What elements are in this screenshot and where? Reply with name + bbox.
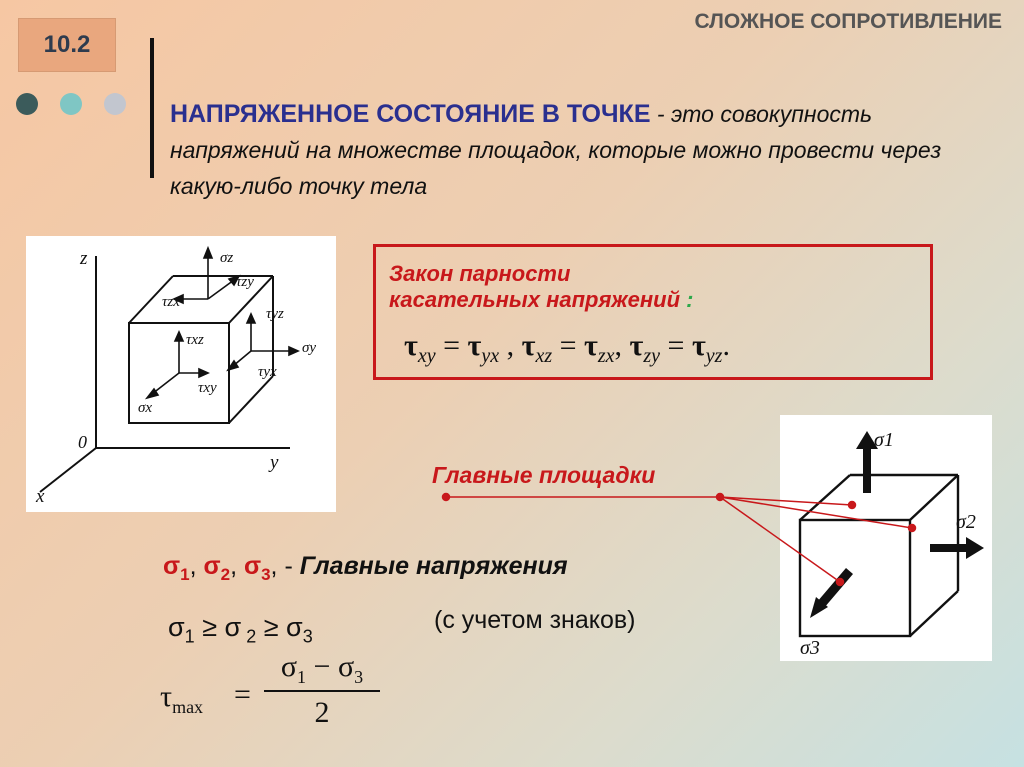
sigma-symbol: σ: [243, 552, 262, 580]
definition-term: НАПРЯЖЕННОЕ СОСТОЯНИЕ В ТОЧКЕ: [170, 100, 651, 128]
ge-sign: ≥: [194, 612, 225, 642]
sigma-symbol: σ: [337, 650, 355, 683]
decor-dot-grey: [104, 93, 126, 115]
tau-zy-label: τzy: [236, 274, 254, 290]
sigma-symbol: σ: [280, 650, 298, 683]
title-divider: [150, 38, 154, 178]
slide-number-badge: 10.2: [18, 18, 116, 72]
shear-pairing-law-box: [373, 244, 933, 380]
origin-label: 0: [78, 432, 87, 452]
principal-planes-label: Главные площадки: [432, 462, 656, 488]
formula-lhs: [160, 680, 203, 718]
law-tau: τ: [467, 329, 482, 362]
law-sep: ,: [614, 329, 630, 362]
sigma-symbol: σ: [168, 612, 185, 642]
law-sub: yx: [481, 345, 500, 367]
sigma-z-label: σz: [220, 250, 234, 266]
fraction-bar: [264, 690, 380, 692]
law-tau: τ: [629, 329, 644, 362]
stress-ordering: [168, 612, 313, 647]
law-sep: ,: [499, 329, 522, 362]
law-title-line1: Закон парности: [389, 261, 571, 286]
principal-sigma1-label: σ1: [874, 429, 894, 451]
tau-zx-label: τzx: [162, 294, 180, 310]
axis-x-label: x: [36, 486, 45, 507]
principal-sigma3-label: σ3: [800, 637, 820, 659]
sigma-symbol: σ: [163, 552, 181, 580]
decor-dot-dark: [16, 93, 38, 115]
law-eq-sign: =: [660, 329, 692, 362]
separator: , -: [270, 552, 300, 580]
law-sub: yz: [705, 345, 723, 367]
definition-rest: - это совокупность напряжений на множестве площадок, которые можно провести через какую-либо точку тела: [170, 101, 942, 199]
principal-stresses-line: [163, 552, 568, 585]
law-end: .: [722, 329, 730, 362]
law-tau: τ: [521, 329, 536, 362]
sigma-sub: 1: [184, 626, 195, 647]
minus-sign: −: [306, 650, 338, 683]
tau-symbol: τ: [160, 680, 173, 713]
sigma-sub: 1: [180, 565, 190, 584]
separator: ,: [230, 552, 244, 580]
sigma-sub: 3: [261, 565, 271, 584]
sign-note: (с учетом знаков): [434, 606, 636, 634]
sigma-symbol: σ: [203, 552, 221, 580]
law-title-line2: касательных напряжений: [389, 287, 681, 312]
law-colon: :: [680, 287, 694, 312]
law-eq-sign: =: [435, 329, 468, 362]
sigma-sub: 3: [354, 667, 364, 687]
decor-dot-teal: [60, 93, 82, 115]
sigma-symbol: σ: [224, 612, 242, 642]
separator: ,: [189, 552, 204, 580]
axis-z-label: z: [80, 248, 88, 269]
sigma-x-label: σx: [138, 400, 153, 416]
law-title: [389, 261, 693, 313]
law-equation: [404, 329, 730, 368]
tau-yx-label: τyx: [258, 364, 277, 380]
principal-stresses-description: Главные напряжения: [299, 552, 568, 580]
law-eq-sign: =: [552, 329, 585, 362]
law-tau: τ: [404, 329, 418, 362]
section-title: СЛОЖНОЕ СОПРОТИВЛЕНИЕ: [694, 10, 1002, 33]
law-sub: zy: [643, 345, 661, 367]
tau-yz-label: τyz: [266, 306, 284, 322]
sigma-sub: 1: [297, 667, 307, 687]
formula-eq: =: [234, 678, 251, 711]
sigma-sub: 3: [302, 626, 313, 647]
tau-sub: max: [172, 697, 204, 717]
principal-sigma2-label: σ2: [956, 511, 976, 533]
sigma-symbol: σ: [286, 612, 303, 642]
law-tau: τ: [584, 329, 598, 362]
law-sub: zx: [597, 345, 615, 367]
tau-xz-label: τxz: [186, 332, 204, 348]
sigma-sub: 2: [241, 626, 257, 647]
sigma-sub: 2: [220, 565, 231, 584]
definition-text: [170, 96, 990, 204]
sigma-y-label: σy: [302, 340, 317, 356]
law-sub: xy: [417, 345, 436, 367]
axis-y-label: y: [270, 452, 279, 473]
formula-denominator: 2: [314, 696, 330, 729]
formula-numerator: [264, 650, 380, 688]
tau-xy-label: τxy: [198, 380, 217, 396]
law-tau: τ: [691, 329, 706, 362]
law-sub: xz: [535, 345, 553, 367]
ge-sign: ≥: [256, 612, 287, 642]
